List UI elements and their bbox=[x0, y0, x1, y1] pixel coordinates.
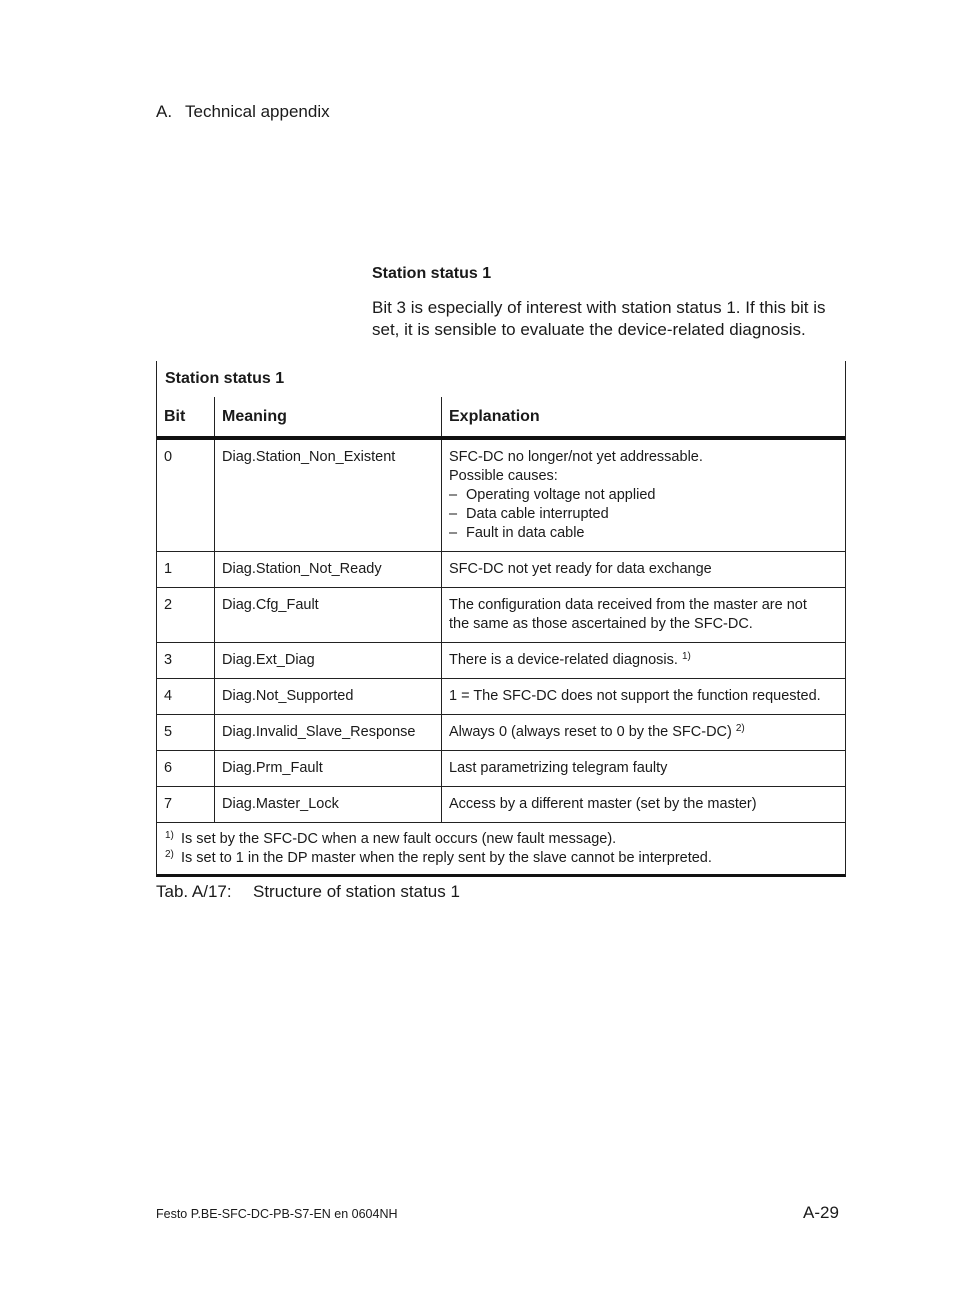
column-header-meaning: Meaning bbox=[214, 397, 441, 436]
dash-bullet: – bbox=[449, 525, 458, 541]
table-caption-line bbox=[156, 882, 460, 902]
column-header-explanation: Explanation bbox=[441, 397, 843, 436]
chapter-header bbox=[156, 102, 330, 122]
explanation-line bbox=[449, 723, 836, 742]
chapter-title: Technical appendix bbox=[185, 102, 330, 121]
meaning-cell: Diag.Station_Not_Ready bbox=[214, 552, 441, 587]
table-row bbox=[157, 750, 845, 786]
footnote-reference: 1) bbox=[681, 651, 691, 662]
table-row bbox=[157, 551, 845, 587]
explanation-line bbox=[449, 596, 836, 615]
page-number: A-29 bbox=[803, 1203, 839, 1222]
footnote: 2) Is set to 1 in the DP master when the reply sent by the slave cannot be interpreted. bbox=[165, 849, 712, 866]
table-row bbox=[157, 587, 845, 642]
bit-cell: 1 bbox=[164, 561, 173, 577]
explanation-text: SFC-DC not yet ready for data exchange bbox=[449, 561, 712, 577]
cause-text: Data cable interrupted bbox=[466, 506, 609, 522]
bit-cell: 4 bbox=[164, 688, 173, 704]
explanation-line bbox=[449, 448, 836, 467]
table-row bbox=[157, 714, 845, 750]
footnote: 1) Is set by the SFC-DC when a new fault occurs (new fault message). bbox=[165, 830, 617, 847]
table-caption: Station status 1 bbox=[165, 370, 285, 387]
explanation-text: SFC-DC no longer/not yet addressable. bbox=[449, 449, 703, 465]
explanation-cell bbox=[441, 588, 843, 642]
table-row bbox=[157, 642, 845, 678]
explanation-text: Possible causes: bbox=[449, 468, 558, 484]
meaning-cell: Diag.Prm_Fault bbox=[214, 751, 441, 786]
table-body bbox=[157, 436, 845, 822]
section-title: Station status 1 bbox=[372, 265, 492, 282]
footnote-text: Is set to 1 in the DP master when the reply sent by the slave cannot be interpreted. bbox=[181, 850, 712, 866]
table-title: Structure of station status 1 bbox=[253, 882, 460, 901]
cause-list-item bbox=[449, 524, 836, 543]
explanation-cell bbox=[441, 643, 843, 678]
explanation-line bbox=[449, 560, 836, 579]
table-header-row bbox=[157, 397, 845, 436]
bit-cell: 3 bbox=[164, 652, 173, 668]
footnote-reference: 2) bbox=[735, 723, 745, 734]
explanation-line bbox=[449, 467, 836, 486]
explanation-text: Always 0 (always reset to 0 by the SFC-DC) bbox=[449, 724, 732, 740]
meaning-cell: Diag.Station_Non_Existent bbox=[214, 440, 441, 551]
table-footnotes bbox=[157, 822, 845, 874]
bit-cell: 7 bbox=[164, 796, 173, 812]
explanation-text: The configuration data received from the master are not bbox=[449, 597, 807, 613]
table-number: Tab. A/17: bbox=[156, 882, 232, 901]
intro-paragraph: Bit 3 is especially of interest with station status 1. If this bit is set, it is sensible to evaluate the device-related diagnosis. bbox=[372, 298, 826, 339]
explanation-line bbox=[449, 651, 836, 670]
explanation-cell bbox=[441, 751, 843, 786]
table-row bbox=[157, 678, 845, 714]
footnote-text: Is set by the SFC-DC when a new fault occurs (new fault message). bbox=[181, 831, 617, 847]
column-header-bit: Bit bbox=[164, 408, 186, 425]
explanation-line bbox=[449, 759, 836, 778]
explanation-line bbox=[449, 615, 836, 634]
meaning-cell: Diag.Not_Supported bbox=[214, 679, 441, 714]
explanation-cell bbox=[441, 440, 843, 551]
document-id: Festo P.BE-SFC-DC-PB-S7-EN en 0604NH bbox=[156, 1207, 398, 1221]
bit-cell: 5 bbox=[164, 724, 173, 740]
cause-text: Fault in data cable bbox=[466, 525, 585, 541]
explanation-text: Last parametrizing telegram faulty bbox=[449, 760, 668, 776]
meaning-cell: Diag.Cfg_Fault bbox=[214, 588, 441, 642]
table-row bbox=[157, 436, 845, 551]
explanation-line bbox=[449, 795, 836, 814]
cause-list-item bbox=[449, 486, 836, 505]
explanation-cell bbox=[441, 679, 843, 714]
explanation-text: There is a device-related diagnosis. bbox=[449, 652, 678, 668]
explanation-text: the same as those ascertained by the SFC-DC. bbox=[449, 616, 753, 632]
meaning-cell: Diag.Invalid_Slave_Response bbox=[214, 715, 441, 750]
station-status-table bbox=[156, 361, 846, 877]
explanation-line bbox=[449, 687, 836, 706]
dash-bullet: – bbox=[449, 487, 458, 503]
explanation-text: Access by a different master (set by the master) bbox=[449, 796, 757, 812]
chapter-number: A. bbox=[156, 102, 173, 121]
cause-list-item bbox=[449, 505, 836, 524]
explanation-text: 1 = The SFC-DC does not support the function requested. bbox=[449, 688, 821, 704]
explanation-cell bbox=[441, 715, 843, 750]
meaning-cell: Diag.Ext_Diag bbox=[214, 643, 441, 678]
explanation-cell bbox=[441, 787, 843, 822]
table-row bbox=[157, 786, 845, 822]
cause-text: Operating voltage not applied bbox=[466, 487, 656, 503]
bit-cell: 0 bbox=[164, 449, 173, 465]
meaning-cell: Diag.Master_Lock bbox=[214, 787, 441, 822]
dash-bullet: – bbox=[449, 506, 458, 522]
bit-cell: 6 bbox=[164, 760, 173, 776]
bit-cell: 2 bbox=[164, 597, 173, 613]
explanation-cell bbox=[441, 552, 843, 587]
